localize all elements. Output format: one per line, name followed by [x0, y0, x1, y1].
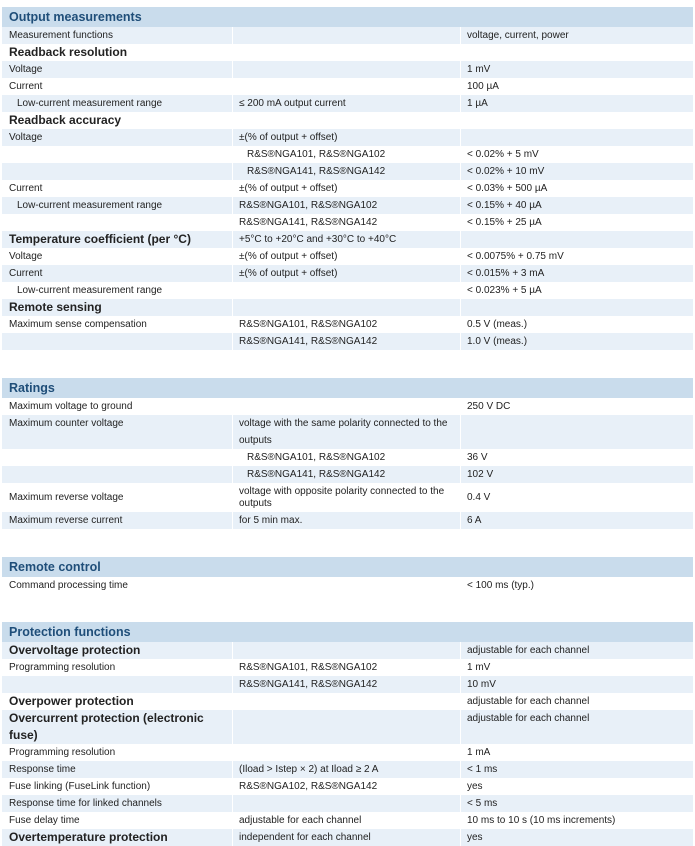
parameter-cell: Voltage — [9, 132, 43, 143]
value-cell: < 0.0075% + 0.75 mV — [460, 248, 693, 265]
parameter-cell: Low-current measurement range — [17, 98, 163, 109]
value-cell: < 1 ms — [460, 761, 693, 778]
spec-row — [2, 415, 693, 449]
condition-cell: R&S®NGA141, R&S®NGA142 — [232, 466, 460, 483]
spec-row — [2, 146, 693, 163]
value-cell: 1 mA — [460, 744, 693, 761]
condition-cell: R&S®NGA141, R&S®NGA142 — [232, 676, 460, 693]
condition-cell: R&S®NGA101, R&S®NGA102 — [232, 146, 460, 163]
condition-cell: R&S®NGA101, R&S®NGA102 — [232, 316, 460, 333]
condition-cell — [232, 78, 460, 95]
value-cell: 1 mV — [460, 61, 693, 78]
condition-cell — [232, 642, 460, 659]
condition-cell — [232, 282, 460, 299]
section-gap — [0, 350, 695, 378]
section-title: Remote control — [2, 557, 693, 577]
value-cell — [460, 299, 693, 316]
spec-row — [2, 577, 693, 594]
condition-cell — [232, 744, 460, 761]
value-cell: < 100 ms (typ.) — [460, 577, 693, 594]
spec-section — [2, 7, 693, 350]
parameter-cell: Overvoltage protection — [9, 643, 141, 657]
spec-row — [2, 795, 693, 812]
spec-row — [2, 78, 693, 95]
condition-cell — [232, 61, 460, 78]
spec-row — [2, 778, 693, 795]
value-cell: 100 µA — [460, 78, 693, 95]
condition-cell: for 5 min max. — [232, 512, 460, 529]
spec-row — [2, 449, 693, 466]
parameter-cell: Readback accuracy — [9, 113, 122, 127]
parameter-cell: Maximum voltage to ground — [9, 401, 133, 412]
parameter-cell: Programming resolution — [9, 662, 116, 673]
spec-row — [2, 693, 693, 710]
spec-row — [2, 163, 693, 180]
condition-cell — [232, 795, 460, 812]
parameter-cell: Maximum reverse current — [9, 515, 123, 526]
spec-row — [2, 129, 693, 146]
parameter-cell — [2, 163, 232, 180]
condition-cell: ≤ 200 mA output current — [232, 95, 460, 112]
parameter-cell: Low-current measurement range — [17, 200, 163, 211]
parameter-cell: Readback resolution — [9, 45, 128, 59]
condition-cell: voltage with opposite polarity connected to the outputs — [232, 486, 460, 510]
value-cell — [460, 112, 693, 129]
condition-cell — [232, 27, 460, 44]
value-cell: 1.0 V (meas.) — [460, 333, 693, 350]
parameter-cell: Low-current measurement range — [17, 285, 163, 296]
value-cell: 0.4 V — [460, 492, 693, 504]
spec-row — [2, 642, 693, 659]
condition-cell — [232, 710, 460, 744]
parameter-cell: Overcurrent protection (electronic fuse) — [9, 711, 204, 742]
condition-cell — [232, 577, 460, 594]
spec-row — [2, 299, 693, 316]
parameter-cell — [2, 214, 232, 231]
parameter-cell: Response time for linked channels — [9, 798, 162, 809]
value-cell: 10 ms to 10 s (10 ms increments) — [460, 812, 693, 829]
value-cell — [460, 44, 693, 61]
condition-cell: R&S®NGA101, R&S®NGA102 — [232, 197, 460, 214]
spec-row — [2, 829, 693, 846]
spec-row — [2, 61, 693, 78]
spec-row — [2, 231, 693, 248]
value-cell: < 0.02% + 10 mV — [460, 163, 693, 180]
condition-cell — [232, 112, 460, 129]
spec-section — [2, 622, 693, 846]
spec-row — [2, 265, 693, 282]
condition-cell — [232, 44, 460, 61]
spec-row — [2, 44, 693, 61]
spec-row — [2, 95, 693, 112]
parameter-cell: Remote sensing — [9, 300, 102, 314]
spec-row — [2, 761, 693, 778]
parameter-cell: Maximum counter voltage — [9, 418, 124, 429]
condition-cell: voltage with the same polarity connected to the outputs — [232, 415, 460, 449]
condition-cell — [232, 299, 460, 316]
section-gap — [0, 594, 695, 622]
condition-cell: +5°C to +20°C and +30°C to +40°C — [232, 231, 460, 248]
condition-cell: (Iload > Istep × 2) at Iload ≥ 2 A — [232, 761, 460, 778]
spec-row — [2, 27, 693, 44]
parameter-cell: Response time — [9, 764, 76, 775]
value-cell: < 0.03% + 500 µA — [460, 180, 693, 197]
parameter-cell: Fuse delay time — [9, 815, 80, 826]
parameter-cell — [2, 449, 232, 466]
parameter-cell: Command processing time — [9, 580, 128, 591]
parameter-cell — [2, 466, 232, 483]
spec-row — [2, 398, 693, 415]
parameter-cell — [2, 333, 232, 350]
condition-cell: R&S®NGA141, R&S®NGA142 — [232, 163, 460, 180]
parameter-cell: Fuse linking (FuseLink function) — [9, 781, 151, 792]
spec-row — [2, 333, 693, 350]
value-cell: yes — [460, 778, 693, 795]
section-title: Protection functions — [2, 622, 693, 642]
spec-row — [2, 466, 693, 483]
parameter-cell: Temperature coefficient (per °C) — [9, 232, 191, 246]
spec-row — [2, 214, 693, 231]
spec-section — [2, 378, 693, 529]
spec-row — [2, 676, 693, 693]
condition-cell — [232, 693, 460, 710]
value-cell: 1 µA — [460, 95, 693, 112]
value-cell: 102 V — [460, 466, 693, 483]
value-cell — [460, 415, 693, 449]
parameter-cell: Measurement functions — [9, 30, 113, 41]
section-title: Output measurements — [2, 7, 693, 27]
value-cell: 10 mV — [460, 676, 693, 693]
spec-row — [2, 180, 693, 197]
value-cell: < 0.15% + 25 µA — [460, 214, 693, 231]
condition-cell: R&S®NGA141, R&S®NGA142 — [232, 214, 460, 231]
condition-cell: R&S®NGA101, R&S®NGA102 — [232, 449, 460, 466]
parameter-cell: Maximum sense compensation — [9, 319, 147, 330]
condition-cell: adjustable for each channel — [232, 812, 460, 829]
parameter-cell: Overtemperature protection — [9, 830, 168, 844]
value-cell: adjustable for each channel — [460, 710, 693, 744]
condition-cell: independent for each channel — [232, 829, 460, 846]
spec-row — [2, 316, 693, 333]
condition-cell: R&S®NGA141, R&S®NGA142 — [232, 333, 460, 350]
value-cell: yes — [460, 829, 693, 846]
section-title: Ratings — [2, 378, 693, 398]
value-cell: < 5 ms — [460, 795, 693, 812]
spec-row — [2, 812, 693, 829]
spec-row — [2, 744, 693, 761]
spec-row — [2, 112, 693, 129]
spec-row — [2, 710, 693, 744]
value-cell: < 0.02% + 5 mV — [460, 146, 693, 163]
parameter-cell: Current — [9, 183, 43, 194]
parameter-cell: Programming resolution — [9, 747, 116, 758]
parameter-cell — [2, 676, 232, 693]
parameter-cell: Maximum reverse voltage — [9, 491, 124, 503]
condition-cell — [232, 398, 460, 415]
parameter-cell: Voltage — [9, 251, 43, 262]
value-cell — [460, 129, 693, 146]
section-gap — [0, 529, 695, 557]
value-cell: 0.5 V (meas.) — [460, 316, 693, 333]
spec-row — [2, 483, 693, 512]
value-cell: 250 V DC — [460, 398, 693, 415]
condition-cell: ±(% of output + offset) — [232, 248, 460, 265]
condition-cell: ±(% of output + offset) — [232, 265, 460, 282]
value-cell: < 0.15% + 40 µA — [460, 197, 693, 214]
value-cell: < 0.023% + 5 µA — [460, 282, 693, 299]
value-cell: adjustable for each channel — [460, 642, 693, 659]
parameter-cell — [2, 146, 232, 163]
value-cell: adjustable for each channel — [460, 693, 693, 710]
value-cell: < 0.015% + 3 mA — [460, 265, 693, 282]
spec-section — [2, 557, 693, 594]
spec-row — [2, 282, 693, 299]
value-cell: voltage, current, power — [460, 27, 693, 44]
condition-cell: ±(% of output + offset) — [232, 129, 460, 146]
parameter-cell: Current — [9, 268, 43, 279]
parameter-cell: Voltage — [9, 64, 43, 75]
value-cell — [460, 231, 693, 248]
spec-row — [2, 248, 693, 265]
condition-cell: R&S®NGA101, R&S®NGA102 — [232, 659, 460, 676]
condition-cell: ±(% of output + offset) — [232, 180, 460, 197]
value-cell: 36 V — [460, 449, 693, 466]
parameter-cell: Current — [9, 81, 43, 92]
value-cell: 6 A — [460, 512, 693, 529]
parameter-cell: Overpower protection — [9, 694, 134, 708]
spec-row — [2, 197, 693, 214]
spec-row — [2, 512, 693, 529]
spec-row — [2, 659, 693, 676]
condition-cell: R&S®NGA102, R&S®NGA142 — [232, 778, 460, 795]
value-cell: 1 mV — [460, 659, 693, 676]
